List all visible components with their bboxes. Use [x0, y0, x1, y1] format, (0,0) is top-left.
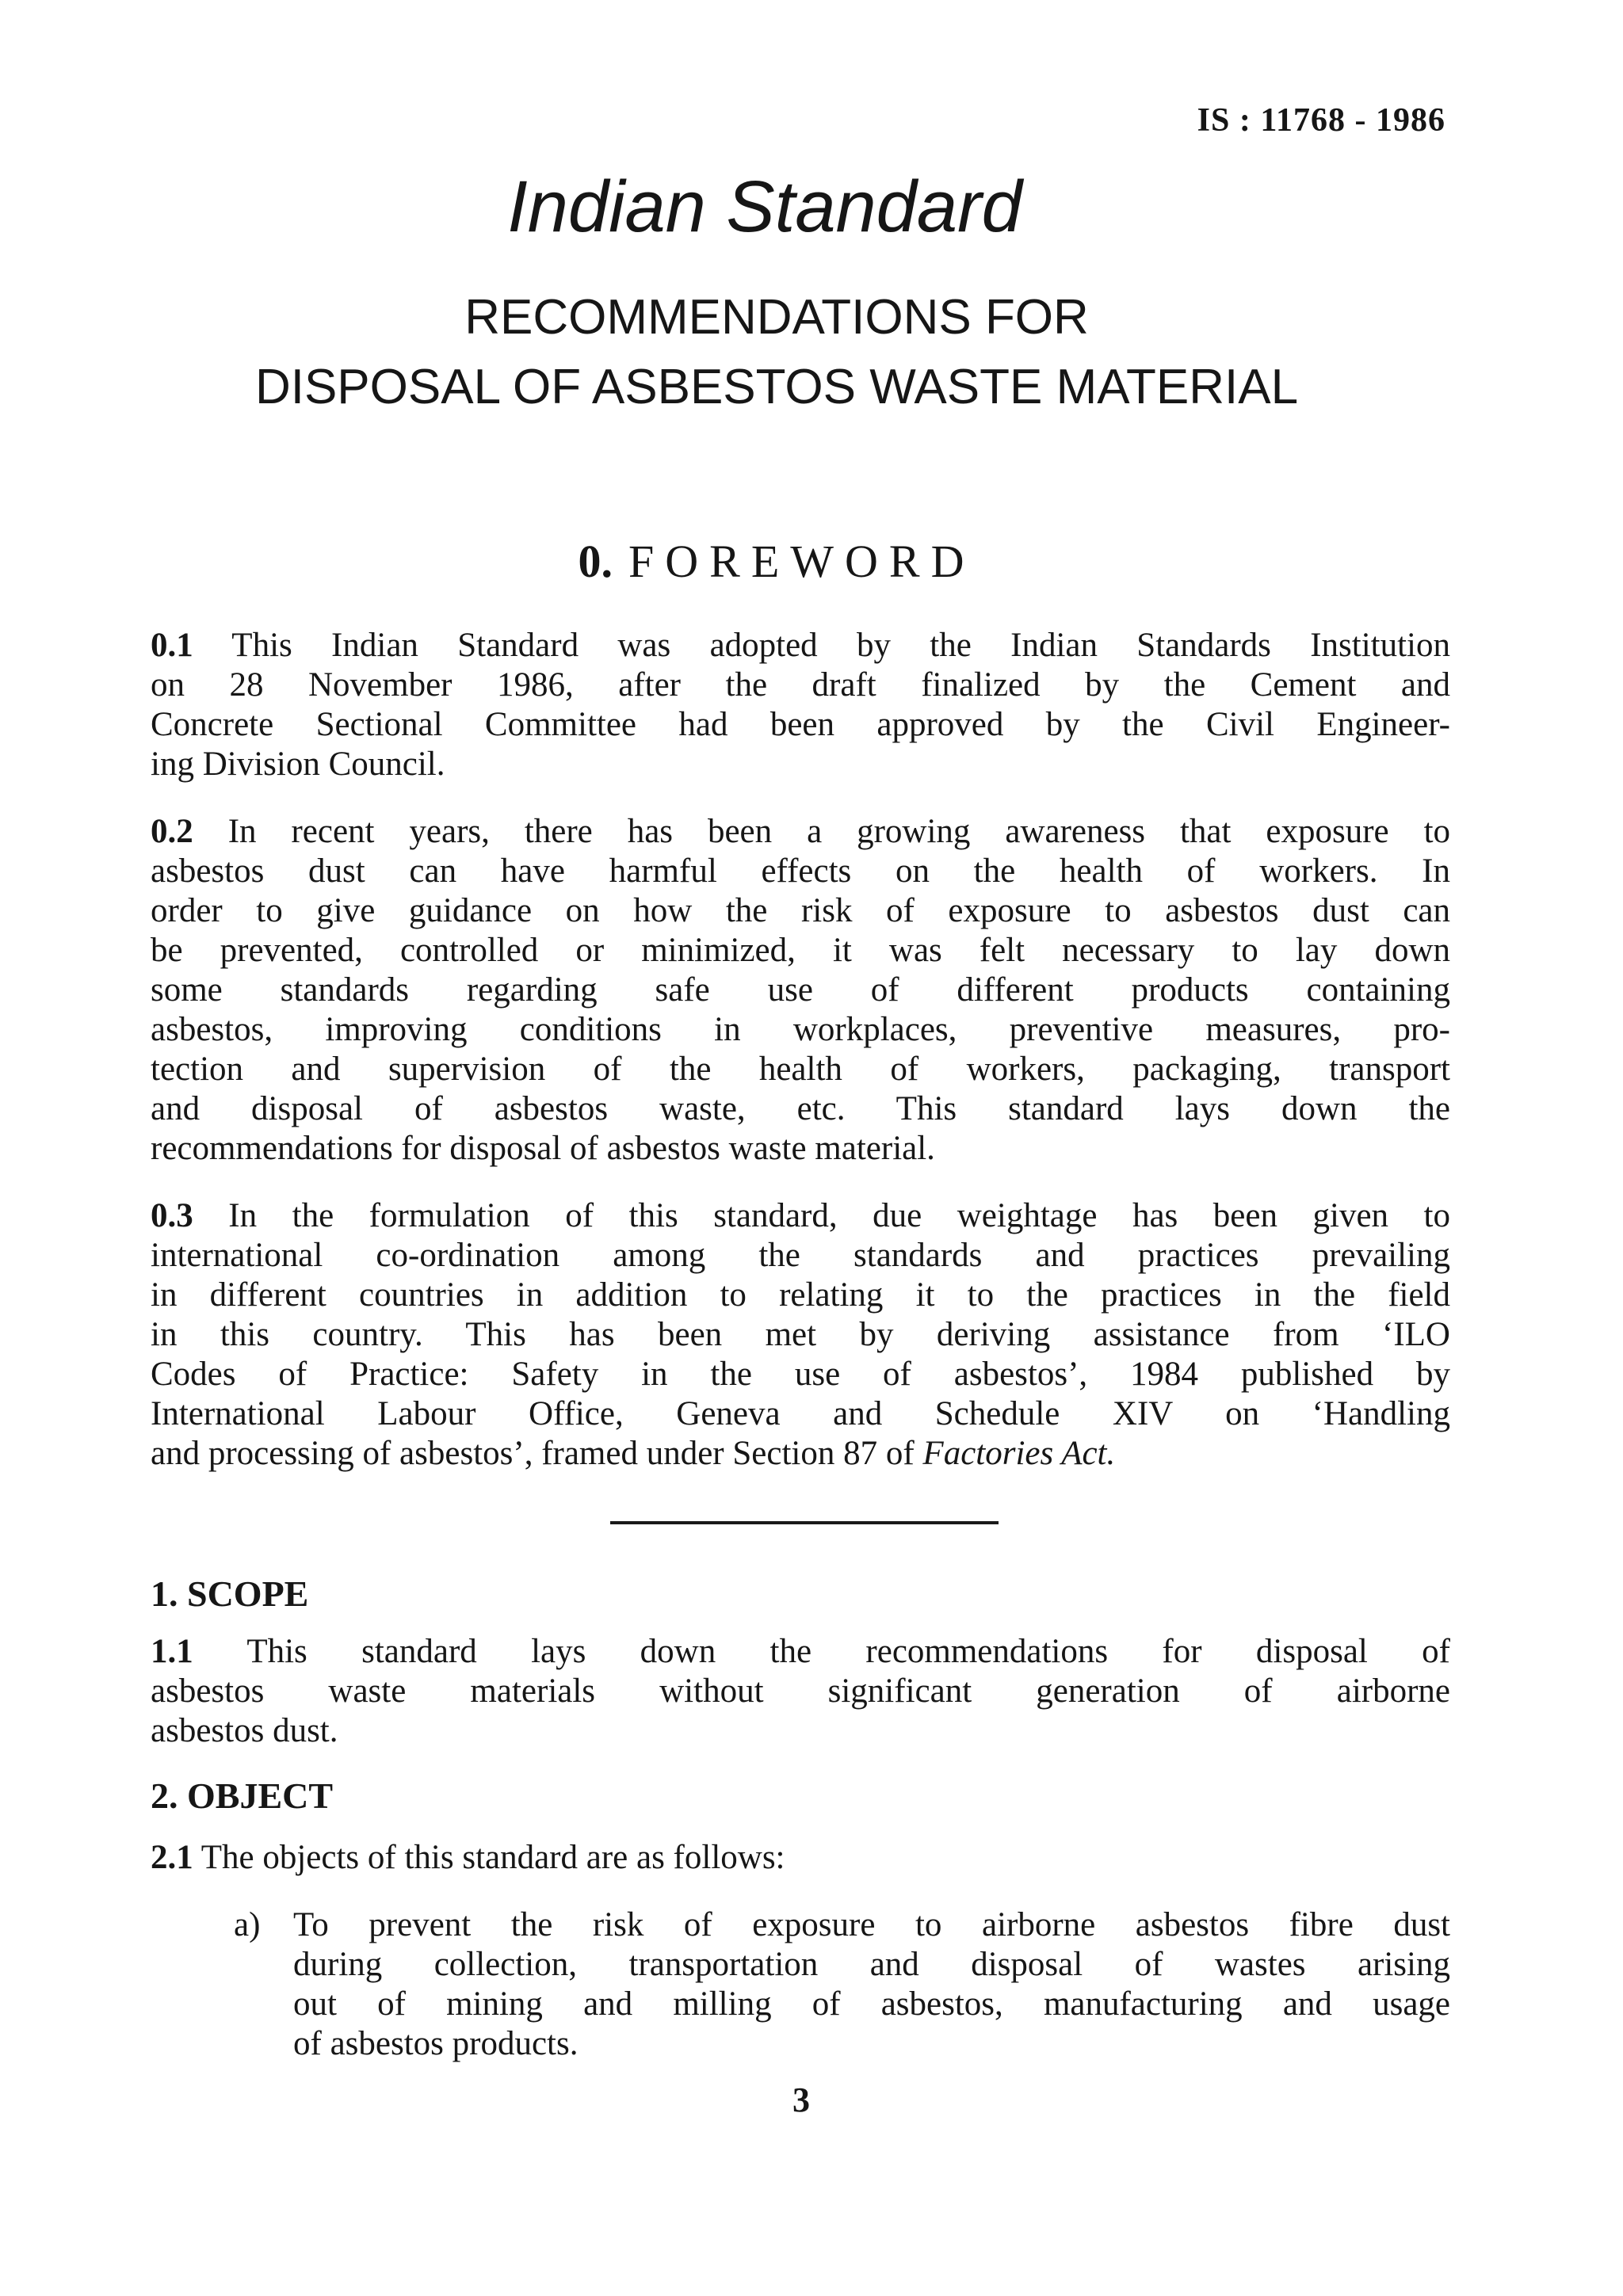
clause-line: International Labour Office, Geneva and Schedule XIV on ‘Handling	[151, 1395, 1450, 1432]
list-marker: a)	[234, 1906, 261, 1943]
clause-0-1	[151, 626, 1450, 784]
clause-2-1	[151, 1838, 1022, 1878]
clause-line: on 28 November 1986, after the draft finalized by the Cement and	[151, 666, 1450, 704]
clause-line: in this country. This has been met by deriving assistance from ‘ILO	[151, 1316, 1450, 1353]
clause-1-1	[151, 1632, 1450, 1751]
clause-line: Codes of Practice: Safety in the use of asbestos’, 1984 published by	[151, 1356, 1450, 1393]
foreword-title: FOREWORD	[628, 536, 976, 587]
subtitle-line-2: DISPOSAL OF ASBESTOS WASTE MATERIAL	[254, 360, 1299, 414]
clause-line: Concrete Sectional Committee had been approved by the Civil Engineer-	[151, 706, 1450, 743]
clause-line: some standards regarding safe use of different products containing	[151, 971, 1450, 1009]
clause-line: in different countries in addition to relating it to the practices in the field	[151, 1276, 1450, 1314]
clause-line: ing Division Council.	[151, 746, 445, 783]
section-divider	[610, 1521, 999, 1524]
clause-number: 2.1	[151, 1839, 193, 1876]
clause-line: and processing of asbestos’, framed under Section 87 of Factories Act.	[151, 1435, 1116, 1472]
clause-number: 0.2	[151, 813, 193, 850]
clause-line: asbestos, improving conditions in workplaces, preventive measures, pro-	[151, 1011, 1450, 1048]
clause-line: asbestos dust can have harmful effects on the health of workers. In	[151, 852, 1450, 890]
clause-line: asbestos dust.	[151, 1712, 338, 1749]
clause-line: be prevented, controlled or minimized, it was felt necessary to lay down	[151, 932, 1450, 969]
standard-number: IS : 11768 - 1986	[1197, 102, 1445, 139]
clause-0-2	[151, 812, 1450, 1169]
clause-line: 2.1 The objects of this standard are as follows:	[151, 1839, 785, 1876]
list-line: out of mining and milling of asbestos, manufacturing and usage	[293, 1985, 1450, 2023]
clause-line: order to give guidance on how the risk of exposure to asbestos dust can	[151, 892, 1450, 929]
act-name: Factories Act.	[922, 1435, 1116, 1472]
list-line: of asbestos products.	[293, 2025, 579, 2062]
subtitle-line-1: RECOMMENDATIONS FOR	[464, 290, 1089, 345]
clause-0-3	[151, 1196, 1450, 1474]
document-title: Indian Standard	[507, 166, 1022, 247]
clause-line: international co-ordination among the standards and practices prevailing	[151, 1237, 1450, 1274]
clause-line: 1.1 This standard lays down the recommendations for disposal of	[151, 1633, 1450, 1670]
clause-line: 0.1 This Indian Standard was adopted by the Indian Standards Institution	[151, 627, 1450, 664]
list-line: To prevent the risk of exposure to airborne asbestos fibre dust	[293, 1906, 1450, 1943]
list-line: during collection, transportation and disposal of wastes arising	[293, 1946, 1450, 1983]
clause-line: and disposal of asbestos waste, etc. This standard lays down the	[151, 1090, 1450, 1127]
foreword-number: 0.	[578, 536, 613, 587]
clause-number: 0.3	[151, 1197, 193, 1234]
clause-number: 1.1	[151, 1633, 193, 1670]
clause-line: asbestos waste materials without significant generation of airborne	[151, 1672, 1450, 1710]
list-item-body	[293, 1905, 1450, 2064]
clause-number: 0.1	[151, 627, 193, 664]
foreword-heading	[0, 535, 1553, 588]
clause-line: 0.2 In recent years, there has been a growing awareness that exposure to	[151, 813, 1451, 850]
page-number: 3	[792, 2081, 810, 2119]
clause-line: tection and supervision of the health of workers, packaging, transport	[151, 1051, 1450, 1088]
scope-heading: 1. SCOPE	[151, 1573, 309, 1614]
clause-line: recommendations for disposal of asbestos waste material.	[151, 1130, 935, 1167]
object-heading: 2. OBJECT	[151, 1775, 334, 1816]
clause-line: 0.3 In the formulation of this standard, due weightage has been given to	[151, 1197, 1450, 1234]
